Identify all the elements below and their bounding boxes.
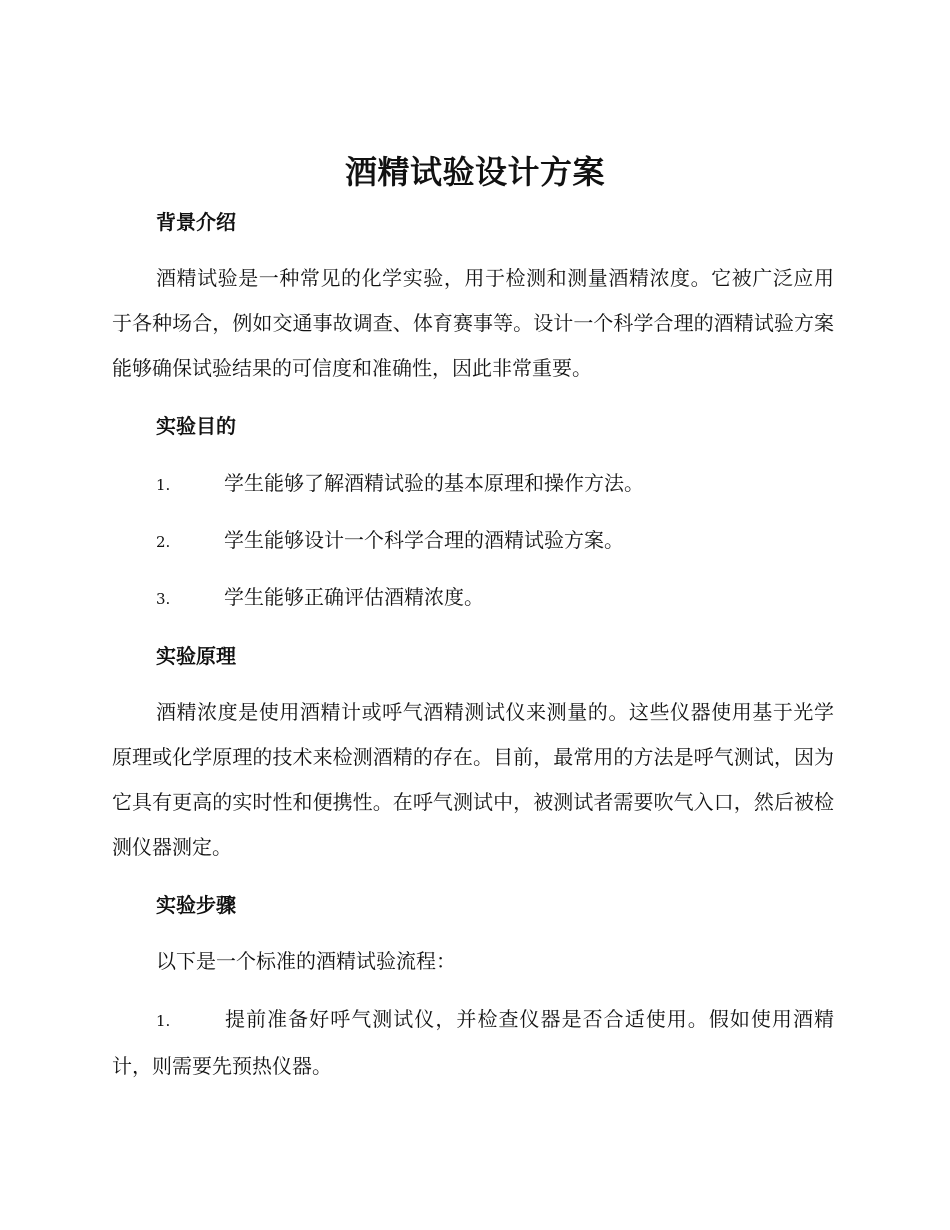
heading-principle: 实验原理 xyxy=(156,644,236,668)
list-number: 1. xyxy=(156,476,171,494)
list-item-text: 学生能够了解酒精试验的基本原理和操作方法。 xyxy=(224,471,644,495)
document-title: 酒精试验设计方案 xyxy=(344,153,605,191)
list-item-purpose-2 xyxy=(112,518,834,565)
paragraph-background: 酒精试验是一种常见的化学实验，用于检测和测量酒精浓度。它被广泛应用于各种场合，例如交通事故调查、体育赛事等。设计一个科学合理的酒精试验方案能够确保试验结果的可信度和准确性，因此非常重要。 xyxy=(112,266,834,380)
paragraph-principle: 酒精浓度是使用酒精计或呼气酒精测试仪来测量的。这些仪器使用基于光学原理或化学原理的技术来检测酒精的存在。目前，最常用的方法是呼气测试，因为它具有更高的实时性和便携性。在呼气测试中，被测试者需要吹气入口，然后被检测仪器测定。 xyxy=(112,700,834,859)
list-number: 1. xyxy=(156,1012,171,1030)
list-item-purpose-1 xyxy=(112,461,834,508)
list-number: 3. xyxy=(156,590,171,608)
list-item-steps-1 xyxy=(112,997,834,1089)
list-item-purpose-3 xyxy=(112,575,834,622)
list-item-text: 提前准备好呼气测试仪，并检查仪器是否合适使用。假如使用酒精计，则需要先预热仪器。 xyxy=(112,1007,834,1078)
list-item-text: 学生能够设计一个科学合理的酒精试验方案。 xyxy=(224,528,624,552)
list-item-text: 学生能够正确评估酒精浓度。 xyxy=(224,585,484,609)
paragraph-steps-intro: 以下是一个标准的酒精试验流程： xyxy=(156,949,456,973)
heading-steps: 实验步骤 xyxy=(156,893,236,917)
list-number: 2. xyxy=(156,533,171,551)
heading-purpose: 实验目的 xyxy=(156,414,236,438)
heading-background: 背景介绍 xyxy=(156,210,236,234)
